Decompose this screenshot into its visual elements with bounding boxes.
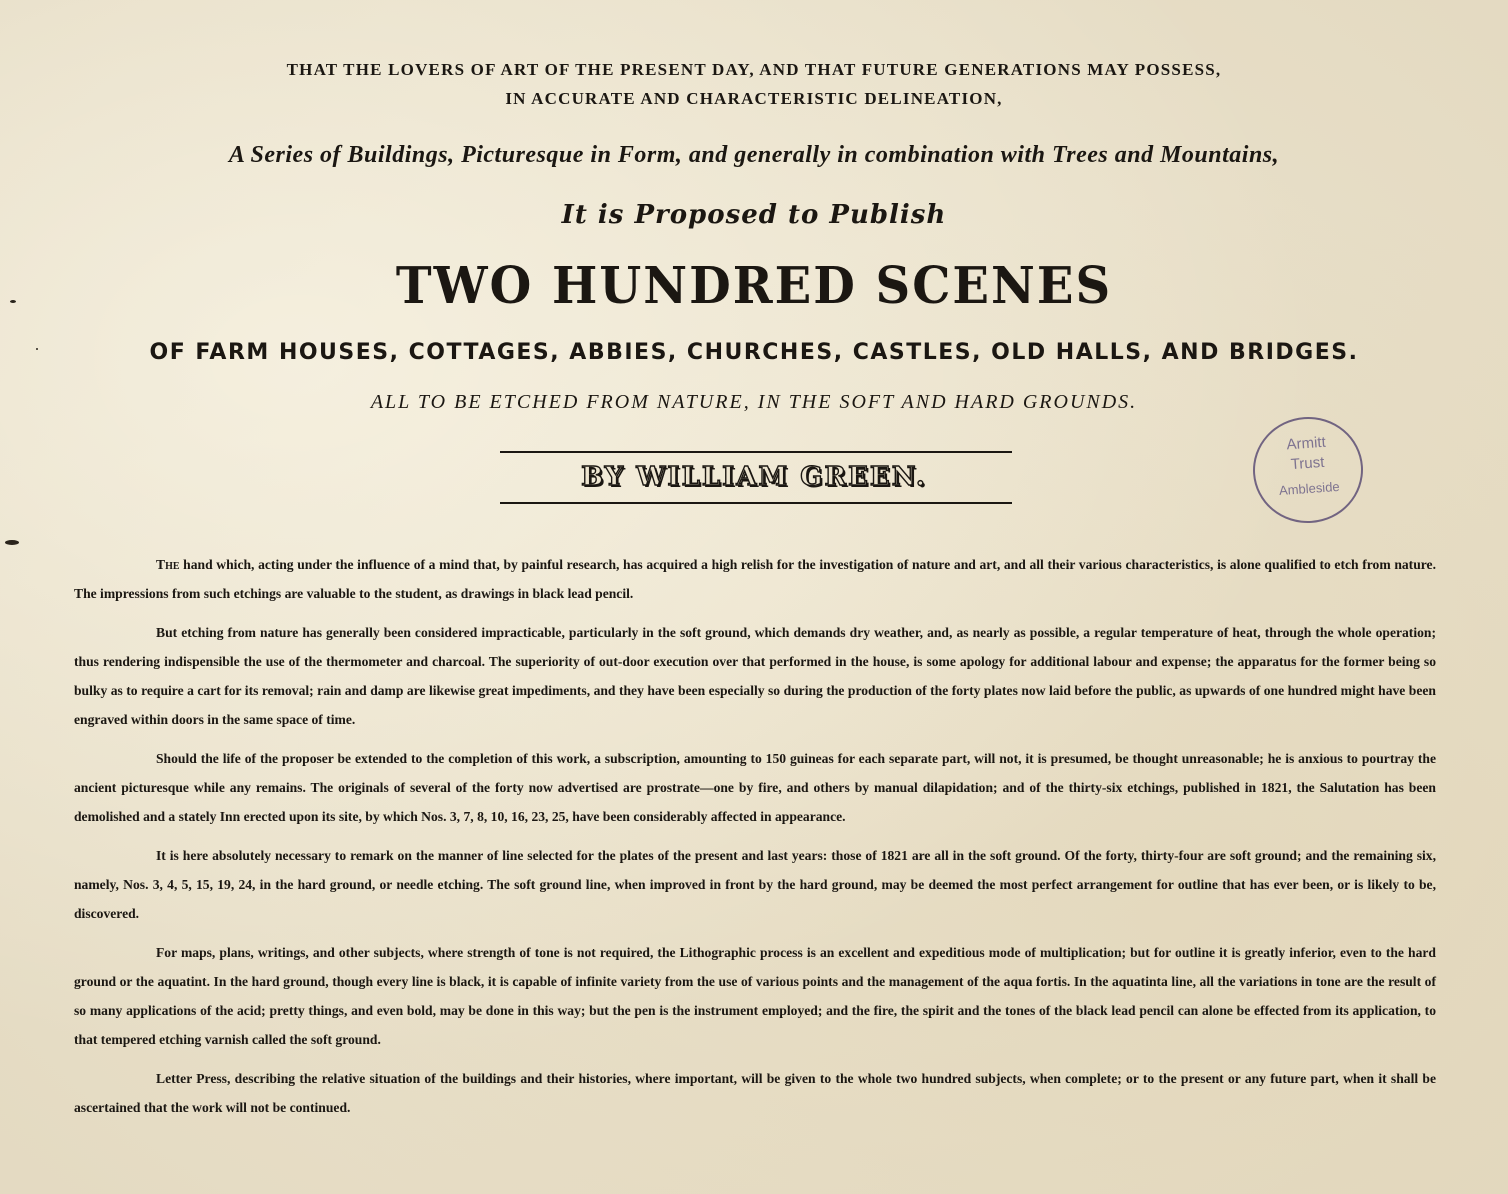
author-rule-bottom xyxy=(500,502,1012,504)
paragraph-6: Letter Press, describing the relative situation of the buildings and their histories, where important, will be given to the whole two hundred subjects, when complete; or to the present or any future part, when it shall be ascertained that the work will not be continued. xyxy=(74,1071,1436,1115)
paper-speck xyxy=(10,300,16,303)
paragraph-5: For maps, plans, writings, and other subjects, where strength of tone is not required, the Lithographic process is an excellent and expeditious mode of multiplication; but for outline it is greatly inferior, even to the hard ground or the aquatint. In the hard ground, though every line is black, it is capable of infinite variety from the use of various points and the management of the aqua fortis. In the aquatinta line, all the variations in tone are the result of so many applications of the acid; pretty things, and even bold, may be done in this way; but the pen is the instrument employed; and the fire, the spirit and the tones of the black lead pencil can alone be effected from its application, to that tempered etching varnish called the soft ground. xyxy=(74,945,1436,1047)
paragraph-1 xyxy=(74,550,1436,608)
etched-line: ALL TO BE ETCHED FROM NATURE, IN THE SOFT AND HARD GROUNDS. xyxy=(370,391,1138,413)
stamp-line-3: Ambleside xyxy=(1278,478,1341,499)
subtitle: OF FARM HOUSES, COTTAGES, ABBIES, CHURCHES, CASTLES, OLD HALLS, AND BRIDGES. xyxy=(149,340,1359,365)
paper-speck xyxy=(36,348,38,350)
stamp-line-2: Trust xyxy=(1290,453,1325,474)
paragraph-1-lead: The xyxy=(156,557,180,572)
paragraph-4: It is here absolutely necessary to remark on the manner of line selected for the plates of the present and last years: those of 1821 are all in the soft ground. Of the forty, thirty-four are soft ground; and the remaining six, namely, Nos. 3, 4, 5, 15, 19, 24, in the hard ground, or needle etching. The soft ground line, when improved in front by the hard ground, may be deemed the most perfect arrangement for outline that has ever been, or is likely to be, discovered. xyxy=(74,848,1436,921)
paragraph-2: But etching from nature has generally been considered impracticable, particularly in the soft ground, which demands dry weather, and, as nearly as possible, a regular temperature of heat, through the whole operation; thus rendering indispensible the use of the thermometer and charcoal. The superiority of out-door execution over that performed in the house, is some apology for additional labour and expense; the apparatus for the former being so bulky as to require a cart for its removal; rain and damp are likewise great impediments, and they have been especially so during the production of the forty plates now laid before the public, as upwards of one hundred might have been engraved within doors in the same space of time. xyxy=(74,625,1436,727)
paper-speck xyxy=(5,540,19,545)
author-byline: BY WILLIAM GREEN. xyxy=(581,462,927,492)
main-title: TWO HUNDRED SCENES xyxy=(395,256,1113,316)
author-rule-top xyxy=(500,451,1012,453)
paragraph-1-text: hand which, acting under the influence of a mind that, by painful research, has acquired a high relish for the investigation of nature and art, and all their various characteristics, is alone qualified to etch from nature. The impressions from such etchings are valuable to the student, as drawings in black lead pencil. xyxy=(74,557,1436,601)
body-text xyxy=(74,550,1436,1132)
paragraph-3: Should the life of the proposer be extended to the completion of this work, a subscription, amounting to 150 guineas for each separate part, will not, it is presumed, be thought unreasonable; he is anxious to pourtray the ancient picturesque while any remains. The originals of several of the forty now advertised are prostrate—one by fire, and others by manual dilapidation; and of the thirty-six etchings, published in 1821, the Salutation has been demolished and a stately Inn erected upon its site, by which Nos. 3, 7, 8, 10, 16, 23, 25, have been considerably affected in appearance. xyxy=(74,751,1436,824)
intro-line-2: IN ACCURATE AND CHARACTERISTIC DELINEATION, xyxy=(505,89,1003,108)
armitt-trust-stamp xyxy=(1249,413,1366,526)
series-line: A Series of Buildings, Picturesque in Form, and generally in combination with Trees and Mountains, xyxy=(228,142,1280,168)
proposed-line: It is Proposed to Publish xyxy=(561,200,947,230)
intro-line-1: THAT THE LOVERS OF ART OF THE PRESENT DAY, AND THAT FUTURE GENERATIONS MAY POSSESS, xyxy=(286,60,1222,79)
stamp-line-1: Armitt xyxy=(1286,433,1327,454)
